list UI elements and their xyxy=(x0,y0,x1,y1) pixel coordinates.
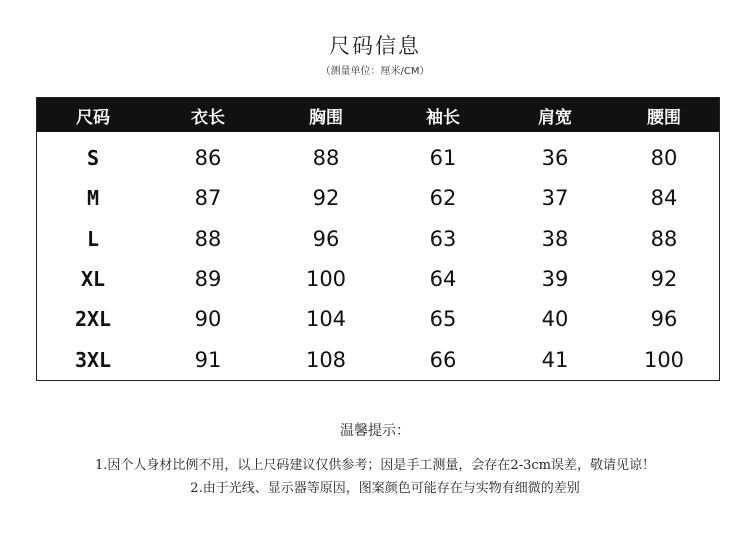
table-row xyxy=(37,259,719,299)
table-cell: 37 xyxy=(541,186,569,211)
table-cell: XL xyxy=(80,267,106,292)
column-header-sleeve: 袖长 xyxy=(426,107,460,128)
table-cell: 65 xyxy=(429,307,457,332)
table-cell: 90 xyxy=(194,307,222,332)
table-cell: 88 xyxy=(312,146,340,171)
table-cell: 88 xyxy=(194,226,222,251)
table-cell: 63 xyxy=(429,226,457,251)
table-cell: 100 xyxy=(643,347,685,372)
table-cell: 96 xyxy=(650,307,678,332)
table-cell: 86 xyxy=(194,146,222,171)
tips-heading: 温馨提示： xyxy=(340,423,410,439)
table-cell: 36 xyxy=(541,146,569,171)
column-header-chest: 胸围 xyxy=(309,107,343,128)
page-title: 尺码信息 xyxy=(329,34,421,58)
table-cell: 91 xyxy=(194,347,222,372)
table-cell: 61 xyxy=(429,146,457,171)
tip-line-1: 1.因个人身材比例不用，以上尺码建议仅供参考；因是手工测量，会存在2-3cm误差，敬请见谅！ xyxy=(95,458,655,473)
table-cell: L xyxy=(86,226,100,251)
table-body xyxy=(37,132,719,380)
table-cell: 3XL xyxy=(74,347,112,372)
column-header-size: 尺码 xyxy=(76,107,110,128)
measurement-unit-note: （测量单位：厘米/CM） xyxy=(320,66,430,77)
table-cell: 96 xyxy=(312,226,340,251)
column-header-shoulder: 肩宽 xyxy=(538,107,572,128)
table-cell: 40 xyxy=(541,307,569,332)
table-cell: 38 xyxy=(541,226,569,251)
table-cell: 39 xyxy=(541,267,569,292)
size-chart-table xyxy=(36,97,720,381)
table-cell: 41 xyxy=(541,347,569,372)
table-cell: 88 xyxy=(650,226,678,251)
table-row xyxy=(37,219,719,259)
table-cell: 92 xyxy=(312,186,340,211)
table-cell: 104 xyxy=(305,307,347,332)
table-cell: 108 xyxy=(305,347,347,372)
table-cell: 62 xyxy=(429,186,457,211)
column-header-waist: 腰围 xyxy=(647,107,681,128)
table-cell: 84 xyxy=(650,186,678,211)
tip-line-2: 2.由于光线、显示器等原因，图案颜色可能存在与实物有细微的差别 xyxy=(190,481,580,496)
table-row xyxy=(37,339,719,379)
table-row xyxy=(37,138,719,178)
table-cell: 2XL xyxy=(74,307,112,332)
table-cell: 64 xyxy=(429,267,457,292)
table-header-row xyxy=(37,98,719,132)
column-header-length: 衣长 xyxy=(191,107,225,128)
table-cell: 89 xyxy=(194,267,222,292)
table-cell: 80 xyxy=(650,146,678,171)
table-cell: 100 xyxy=(305,267,347,292)
table-cell: S xyxy=(86,146,100,171)
table-cell: M xyxy=(86,186,100,211)
table-cell: 92 xyxy=(650,267,678,292)
table-cell: 66 xyxy=(429,347,457,372)
table-row xyxy=(37,178,719,218)
table-row xyxy=(37,299,719,339)
table-cell: 87 xyxy=(194,186,222,211)
